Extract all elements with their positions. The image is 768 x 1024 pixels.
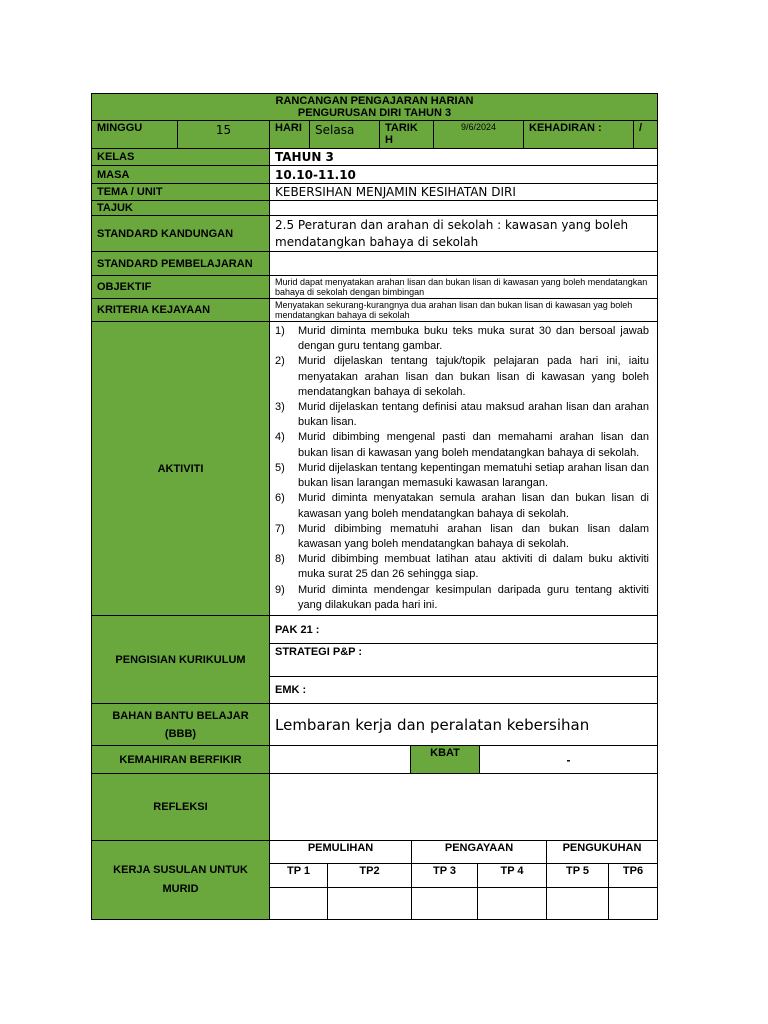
kriteria-label: KRITERIA KEJAYAAN: [92, 299, 270, 322]
aktiviti-item-number: 1): [275, 325, 285, 338]
kehadiran-value: /: [634, 121, 658, 149]
aktiviti-item-number: 5): [275, 461, 285, 474]
tajuk-label: TAJUK: [92, 201, 270, 216]
bbb-label-line2: (BBB): [164, 727, 197, 740]
tp4-header: TP 4: [478, 864, 547, 888]
objektif-label: OBJEKTIF: [92, 276, 270, 299]
masa-value: 10.10-11.10: [270, 166, 658, 184]
tp6-cell: [609, 888, 658, 920]
kerja-susulan-line1: KERJA SUSULAN UNTUK: [113, 864, 248, 876]
aktiviti-item-text: Murid dibimbing membuat latihan atau aktiviti di dalam buku aktiviti muka surat 25 dan 26 sehingga siap.: [298, 553, 649, 581]
pengayaan-header: PENGAYAAN: [412, 841, 547, 864]
tarikh-value: 9/6/2024: [434, 121, 524, 149]
info-table: [91, 148, 658, 746]
aktiviti-item-text: Murid diminta membuka buku teks muka surat 30 dan bersoal jawab dengan guru tentang gambar.: [298, 325, 649, 353]
aktiviti-item: [275, 354, 649, 400]
kbat-label: KBAT: [411, 746, 480, 774]
refleksi-table: [91, 773, 658, 841]
aktiviti-item-number: 6): [275, 492, 285, 505]
tp4-cell: [478, 888, 547, 920]
bbb-label-line1: BAHAN BANTU BELAJAR: [112, 709, 249, 722]
header-table: [91, 93, 658, 149]
tarikh-label: TARIK H: [380, 121, 434, 149]
tajuk-value: [270, 201, 658, 216]
kehadiran-label: KEHADIRAN :: [524, 121, 634, 149]
kelas-value: TAHUN 3: [270, 149, 658, 166]
tp5-header: TP 5: [547, 864, 609, 888]
aktiviti-item-number: 8): [275, 553, 285, 566]
aktiviti-item: [275, 324, 649, 354]
strategi-label: STRATEGI P&P :: [270, 644, 658, 677]
pengisian-kurikulum-label: PENGISIAN KURIKULUM: [92, 616, 270, 704]
masa-label: MASA: [92, 166, 270, 184]
kemahiran-berfikir-value: [270, 746, 411, 774]
tp3-header: TP 3: [412, 864, 478, 888]
tema-label: TEMA / UNIT: [92, 184, 270, 201]
pengukuhan-header: PENGUKUHAN: [547, 841, 658, 864]
aktiviti-item-number: 9): [275, 583, 285, 596]
bbb-label: [92, 704, 270, 746]
tp6-header: TP6: [609, 864, 658, 888]
refleksi-label: REFLEKSI: [92, 774, 270, 841]
aktiviti-item-text: Murid dijelaskan tentang kepentingan mematuhi setiap arahan lisan dan bukan lisan larangan memasuki kawasan larangan.: [298, 461, 649, 490]
tema-value: KEBERSIHAN MENJAMIN KESIHATAN DIRI: [270, 184, 658, 201]
standard-pembelajaran-value: [270, 252, 658, 276]
aktiviti-item: [275, 491, 649, 521]
tp1-cell: [270, 888, 328, 920]
emk-label: EMK :: [270, 677, 658, 704]
tp1-header: TP 1: [270, 864, 328, 888]
kerja-susulan-line2: MURID: [162, 883, 199, 895]
refleksi-value: [270, 774, 658, 841]
kriteria-value: Menyatakan sekurang-kurangnya dua arahan lisan dan bukan lisan di kawasan yag boleh mendatangkan bahaya di sekolah: [270, 299, 658, 322]
header-title-line2: PENGURUSAN DIRI TAHUN 3: [297, 107, 452, 119]
aktiviti-item-text: Murid diminta menyatakan semula arahan lisan dan bukan lisan di kawasan yang boleh mendatangkan bahaya di sekolah.: [298, 492, 649, 520]
standard-pembelajaran-label: STANDARD PEMBELAJARAN: [92, 252, 270, 276]
kemahiran-berfikir-label: KEMAHIRAN BERFIKIR: [92, 746, 270, 774]
aktiviti-item-text: Murid dijelaskan tentang definisi atau maksud arahan lisan dan arahan bukan lisan.: [298, 401, 649, 429]
tp2-cell: [328, 888, 412, 920]
tp5-cell: [547, 888, 609, 920]
hari-label: HARI: [270, 121, 310, 149]
lesson-plan-sheet: [91, 93, 657, 920]
pemulihan-header: PEMULIHAN: [270, 841, 412, 864]
aktiviti-item-number: 2): [275, 355, 285, 368]
header-title-line1: RANCANGAN PENGAJARAN HARIAN: [275, 95, 474, 107]
aktiviti-content: [270, 322, 658, 616]
kemahiran-table: [91, 745, 658, 774]
aktiviti-item-text: Murid dibimbing mematuhi arahan lisan dan bukan lisan dalam kawasan yang boleh mendatangkan bahaya di sekolah.: [298, 522, 649, 550]
aktiviti-item: [275, 400, 649, 430]
aktiviti-label: AKTIVITI: [92, 322, 270, 616]
standard-kandungan-value: 2.5 Peraturan dan arahan di sekolah : kawasan yang boleh mendatangkan bahaya di sekolah: [270, 216, 658, 252]
pak21-label: PAK 21 :: [270, 616, 658, 644]
minggu-value: 15: [178, 121, 270, 149]
aktiviti-item: [275, 522, 649, 552]
kerja-susulan-label: [92, 841, 270, 920]
kelas-label: KELAS: [92, 149, 270, 166]
aktiviti-item: [275, 461, 649, 491]
aktiviti-item: [275, 552, 649, 582]
objektif-value: Murid dapat menyatakan arahan lisan dan bukan lisan di kawasan yang boleh mendatangkan bahaya di sekolah dengan bimbingan: [270, 276, 658, 299]
tp2-header: TP2: [328, 864, 412, 888]
tp3-cell: [412, 888, 478, 920]
aktiviti-item-number: 3): [275, 401, 285, 414]
aktiviti-item-text: Murid diminta mendengar kesimpulan daripada guru tentang aktiviti yang dilakukan pada hari ini.: [298, 583, 649, 611]
hari-value: Selasa: [310, 121, 380, 149]
kbat-value: -: [480, 746, 658, 774]
standard-kandungan-label: STANDARD KANDUNGAN: [92, 216, 270, 252]
aktiviti-item: [275, 583, 649, 613]
aktiviti-item-text: Murid dibimbing mengenal pasti dan memahami arahan lisan dan bukan lisan di kawasan yang boleh mendatangkan bahaya di sekolah.: [298, 431, 649, 459]
aktiviti-item: [275, 430, 649, 460]
minggu-label: MINGGU: [92, 121, 178, 149]
kerja-susulan-table: [91, 840, 658, 920]
aktiviti-item-number: 7): [275, 522, 285, 535]
aktiviti-item-text: Murid dijelaskan tentang tajuk/topik pelajaran pada hari ini, iaitu menyatakan arahan lisan dan bukan lisan di kawasan yang boleh mendatangkan bahaya di sekolah.: [298, 355, 649, 398]
aktiviti-list: [275, 324, 649, 613]
bbb-value: Lembaran kerja dan peralatan kebersihan: [270, 704, 658, 746]
aktiviti-item-number: 4): [275, 431, 285, 444]
header-title: [92, 94, 658, 121]
